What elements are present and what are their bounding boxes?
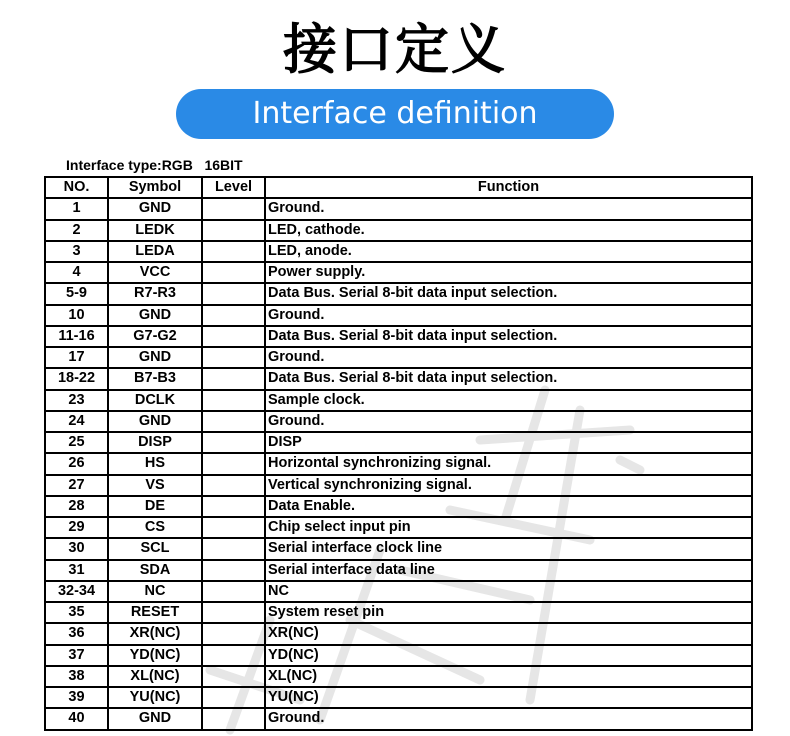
- pin-function-cell: Data Enable.: [265, 496, 752, 517]
- pin-function-cell: LED, anode.: [265, 241, 752, 262]
- pin-function-cell: Sample clock.: [265, 390, 752, 411]
- table-row: [45, 475, 752, 496]
- pin-symbol-cell: GND: [108, 198, 202, 219]
- pin-symbol-cell: GND: [108, 347, 202, 368]
- pin-number-cell: 35: [45, 602, 108, 623]
- pin-function-cell: Ground.: [265, 305, 752, 326]
- pin-level-cell: [202, 708, 265, 729]
- pin-number-cell: 3: [45, 241, 108, 262]
- pin-function-cell: XL(NC): [265, 666, 752, 687]
- pin-number-cell: 23: [45, 390, 108, 411]
- table-row: [45, 496, 752, 517]
- table-row: [45, 666, 752, 687]
- pin-level-cell: [202, 581, 265, 602]
- column-header-function: Function: [265, 177, 752, 198]
- pin-function-cell: Data Bus. Serial 8-bit data input selection.: [265, 326, 752, 347]
- pin-symbol-cell: SCL: [108, 538, 202, 559]
- pin-symbol-cell: RESET: [108, 602, 202, 623]
- column-header-symbol: Symbol: [108, 177, 202, 198]
- pin-level-cell: [202, 687, 265, 708]
- table-row: [45, 347, 752, 368]
- pin-number-cell: 24: [45, 411, 108, 432]
- pin-number-cell: 27: [45, 475, 108, 496]
- pin-definition-table: [44, 176, 753, 731]
- pin-level-cell: [202, 453, 265, 474]
- pin-function-cell: Power supply.: [265, 262, 752, 283]
- pin-number-cell: 4: [45, 262, 108, 283]
- pin-level-cell: [202, 411, 265, 432]
- pin-number-cell: 37: [45, 645, 108, 666]
- pin-number-cell: 5-9: [45, 283, 108, 304]
- pin-number-cell: 1: [45, 198, 108, 219]
- pin-symbol-cell: GND: [108, 411, 202, 432]
- interface-type-label: Interface type:RGB 16BIT: [66, 157, 243, 173]
- pin-level-cell: [202, 262, 265, 283]
- pin-level-cell: [202, 432, 265, 453]
- pin-number-cell: 26: [45, 453, 108, 474]
- pin-number-cell: 40: [45, 708, 108, 729]
- table-row: [45, 453, 752, 474]
- pin-function-cell: System reset pin: [265, 602, 752, 623]
- pin-symbol-cell: XL(NC): [108, 666, 202, 687]
- pin-function-cell: Ground.: [265, 411, 752, 432]
- table-row: [45, 220, 752, 241]
- column-header-level: Level: [202, 177, 265, 198]
- pin-number-cell: 32-34: [45, 581, 108, 602]
- pin-symbol-cell: VCC: [108, 262, 202, 283]
- pin-function-cell: DISP: [265, 432, 752, 453]
- table-row: [45, 623, 752, 644]
- pin-symbol-cell: HS: [108, 453, 202, 474]
- pin-number-cell: 28: [45, 496, 108, 517]
- pin-number-cell: 25: [45, 432, 108, 453]
- pin-level-cell: [202, 645, 265, 666]
- pin-function-cell: Serial interface data line: [265, 560, 752, 581]
- column-header-no: NO.: [45, 177, 108, 198]
- pin-symbol-cell: DCLK: [108, 390, 202, 411]
- subtitle-banner: Interface definition: [176, 89, 614, 139]
- pin-level-cell: [202, 305, 265, 326]
- pin-symbol-cell: G7-G2: [108, 326, 202, 347]
- pin-symbol-cell: LEDK: [108, 220, 202, 241]
- pin-level-cell: [202, 560, 265, 581]
- pin-number-cell: 30: [45, 538, 108, 559]
- table-row: [45, 560, 752, 581]
- pin-function-cell: Ground.: [265, 708, 752, 729]
- pin-number-cell: 2: [45, 220, 108, 241]
- pin-symbol-cell: B7-B3: [108, 368, 202, 389]
- pin-number-cell: 18-22: [45, 368, 108, 389]
- pin-level-cell: [202, 283, 265, 304]
- pin-level-cell: [202, 347, 265, 368]
- pin-number-cell: 31: [45, 560, 108, 581]
- pin-level-cell: [202, 475, 265, 496]
- pin-level-cell: [202, 496, 265, 517]
- table-row: [45, 283, 752, 304]
- table-row: [45, 411, 752, 432]
- table-row: [45, 368, 752, 389]
- pin-function-cell: YU(NC): [265, 687, 752, 708]
- pin-level-cell: [202, 368, 265, 389]
- page-title: 接口定义: [283, 18, 507, 81]
- pin-symbol-cell: LEDA: [108, 241, 202, 262]
- pin-symbol-cell: GND: [108, 708, 202, 729]
- pin-function-cell: Chip select input pin: [265, 517, 752, 538]
- pin-function-cell: Vertical synchronizing signal.: [265, 475, 752, 496]
- pin-level-cell: [202, 538, 265, 559]
- table-header-row: [45, 177, 752, 198]
- pin-number-cell: 39: [45, 687, 108, 708]
- pin-number-cell: 38: [45, 666, 108, 687]
- pin-symbol-cell: SDA: [108, 560, 202, 581]
- pin-number-cell: 29: [45, 517, 108, 538]
- pin-function-cell: LED, cathode.: [265, 220, 752, 241]
- table-row: [45, 326, 752, 347]
- pin-level-cell: [202, 666, 265, 687]
- pin-symbol-cell: NC: [108, 581, 202, 602]
- table-row: [45, 390, 752, 411]
- pin-function-cell: YD(NC): [265, 645, 752, 666]
- table-row: [45, 687, 752, 708]
- pin-level-cell: [202, 623, 265, 644]
- pin-number-cell: 11-16: [45, 326, 108, 347]
- table-row: [45, 305, 752, 326]
- pin-level-cell: [202, 241, 265, 262]
- table-row: [45, 602, 752, 623]
- pin-level-cell: [202, 198, 265, 219]
- pin-level-cell: [202, 326, 265, 347]
- table-row: [45, 262, 752, 283]
- pin-number-cell: 10: [45, 305, 108, 326]
- table-row: [45, 538, 752, 559]
- table-row: [45, 708, 752, 729]
- pin-symbol-cell: XR(NC): [108, 623, 202, 644]
- pin-symbol-cell: CS: [108, 517, 202, 538]
- table-row: [45, 581, 752, 602]
- pin-symbol-cell: VS: [108, 475, 202, 496]
- table-row: [45, 645, 752, 666]
- table-row: [45, 432, 752, 453]
- pin-symbol-cell: GND: [108, 305, 202, 326]
- pin-function-cell: NC: [265, 581, 752, 602]
- pin-level-cell: [202, 390, 265, 411]
- pin-function-cell: Ground.: [265, 347, 752, 368]
- table-row: [45, 241, 752, 262]
- pin-symbol-cell: DE: [108, 496, 202, 517]
- pin-symbol-cell: YD(NC): [108, 645, 202, 666]
- pin-function-cell: Serial interface clock line: [265, 538, 752, 559]
- pin-symbol-cell: DISP: [108, 432, 202, 453]
- pin-function-cell: Ground.: [265, 198, 752, 219]
- pin-level-cell: [202, 602, 265, 623]
- pin-symbol-cell: R7-R3: [108, 283, 202, 304]
- pin-function-cell: XR(NC): [265, 623, 752, 644]
- pin-function-cell: Data Bus. Serial 8-bit data input selection.: [265, 368, 752, 389]
- pin-function-cell: Horizontal synchronizing signal.: [265, 453, 752, 474]
- pin-number-cell: 36: [45, 623, 108, 644]
- pin-function-cell: Data Bus. Serial 8-bit data input selection.: [265, 283, 752, 304]
- pin-symbol-cell: YU(NC): [108, 687, 202, 708]
- pin-level-cell: [202, 517, 265, 538]
- table-row: [45, 517, 752, 538]
- pin-number-cell: 17: [45, 347, 108, 368]
- pin-level-cell: [202, 220, 265, 241]
- table-row: [45, 198, 752, 219]
